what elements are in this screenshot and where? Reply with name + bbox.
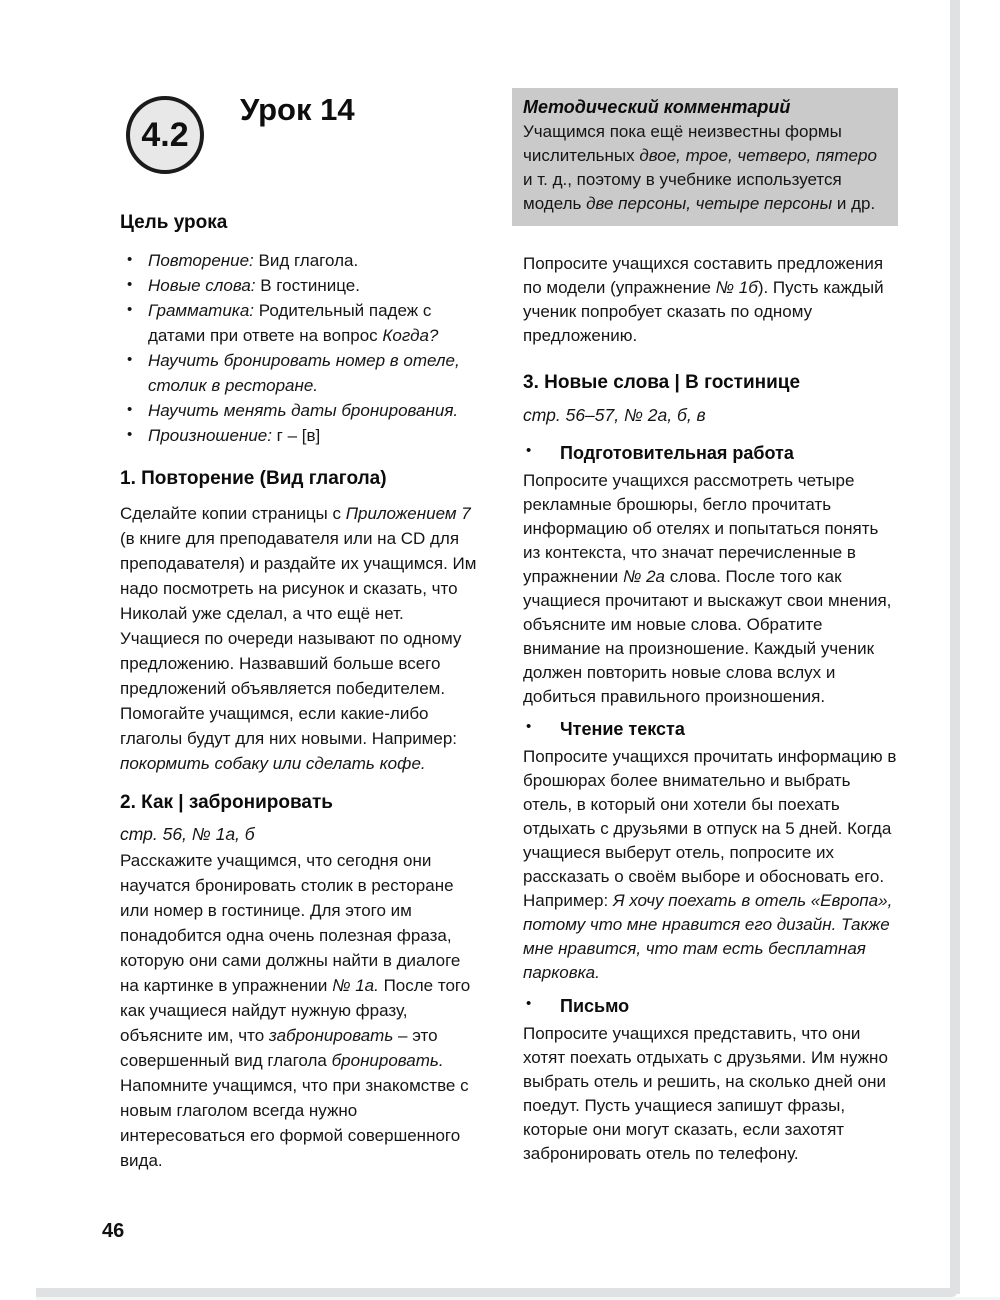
section1-heading: 1. Повторение (Вид глагола)	[120, 468, 387, 489]
method-comment-title: Методический комментарий	[523, 97, 791, 117]
prep-heading: • Подготовительная работа	[526, 442, 794, 463]
bullet-icon: •	[127, 351, 133, 368]
model-exercise-paragraph: Попросите учащихся составить предложения по модели (упражнение № 1б). Пусть каждый ученик попробует сказать по одному предложению.	[523, 254, 884, 345]
prep-subsection	[523, 442, 897, 709]
goal-item: • Новые слова: В гостинице.	[120, 273, 480, 298]
page-number: 46	[102, 1220, 125, 1242]
reading-paragraph: Попросите учащихся прочитать информацию в брошюрах более внимательно и выбрать отель, в который они хотели бы поехать отдыхать с друзьями в отпуск на 5 дней. Когда учащиеся выберут отель, попросите их рассказать о своём выборе и обосновать его. Например: Я хочу поехать в отель «Европа», потому что мне нравится его дизайн. Также мне нравится, что там есть бесплатная парковка.	[523, 747, 897, 982]
page-title: Урок 14	[240, 92, 355, 127]
goal-list	[120, 248, 480, 448]
section-number: 4.2	[141, 115, 189, 154]
bullet-icon: •	[127, 301, 133, 318]
section1-paragraph: Сделайте копии страницы с Приложением 7 (в книге для преподавателя или на CD для преподавателя) и раздайте их учащимся. Им надо посмотреть на рисунок и сказать, что Николай уже сделал, а что ещё нет. Учащиеся по очереди называют по одному предложению. Назвавший больше всего предложений объявляется победителем. Помогайте учащимся, если какие-либо глаголы будут для них новыми. Например: покормить собаку или сделать кофе.	[120, 504, 477, 773]
section2-page-reference: стр. 56, № 1а, б	[120, 824, 255, 844]
goal-heading: Цель урока	[120, 212, 228, 233]
section-number-badge	[126, 96, 204, 174]
section2-paragraph: Расскажите учащимся, что сегодня они научатся бронировать столик в ресторане или номер в гостинице. Для этого им понадобится одна очень полезная фраза, которую они сами должны найти в диалоге на картинке в упражнении № 1а. После того как учащиеся найдут нужную фразу, объясните им, что забронировать – это совершенный вид глагола бронировать. Напомните учащимся, что при знакомстве с новым глаголом всегда нужно интересоваться его формой совершенного вида.	[120, 851, 471, 1170]
section3-heading: 3. Новые слова | В гостинице	[523, 372, 801, 393]
page-edge-bottom	[36, 1288, 957, 1297]
page-edge-right	[950, 0, 960, 1294]
bullet-icon: •	[127, 401, 133, 418]
writing-heading: • Письмо	[526, 995, 630, 1016]
section2-heading: 2. Как | забронировать	[120, 792, 333, 813]
goal-item: • Произношение: г – [в]	[120, 423, 480, 448]
bullet-icon: •	[127, 426, 133, 443]
goal-item: • Научить менять даты бронирования.	[120, 398, 480, 423]
bullet-icon: •	[127, 276, 133, 293]
reading-heading: • Чтение текста	[526, 718, 685, 739]
method-comment-text: Учащимся пока ещё неизвестны формы числительных двое, трое, четверо, пятеро и т. д., поэтому в учебнике используется модель две персоны, четыре персоны и др.	[523, 122, 877, 213]
goal-item: • Повторение: Вид глагола.	[120, 248, 480, 273]
prep-paragraph: Попросите учащихся рассмотреть четыре рекламные брошюры, бегло прочитать информацию об отелях и попытаться понять из контекста, что значат перечисленные в упражнении № 2а слова. После того как учащиеся прочитают и выскажут свои мнения, объясните им новые слова. Обратите внимание на произношение. Каждый ученик должен повторить новые слова вслух и добиться правильного произношения.	[523, 471, 892, 706]
bullet-icon: •	[526, 442, 532, 459]
goal-item: • Научить бронировать номер в отеле, столик в ресторане.	[120, 348, 480, 398]
reading-subsection	[523, 718, 897, 985]
writing-paragraph: Попросите учащихся представить, что они хотят поехать отдыхать с друзьями. Им нужно выбрать отель и решить, на сколько дней они поедут. Пусть учащиеся запишут фразы, которые они могут сказать, если захотят забронировать отель по телефону.	[523, 1024, 888, 1163]
bullet-icon: •	[127, 251, 133, 268]
right-column	[523, 88, 897, 1166]
bullet-icon: •	[526, 995, 532, 1012]
writing-subsection	[523, 995, 897, 1166]
bullet-icon: •	[526, 718, 532, 735]
method-comment-box	[512, 88, 898, 226]
section3-page-reference: стр. 56–57, № 2а, б, в	[523, 405, 706, 425]
goal-item: • Грамматика: Родительный падеж с датами при ответе на вопрос Когда?	[120, 298, 480, 348]
left-column	[120, 212, 480, 1173]
